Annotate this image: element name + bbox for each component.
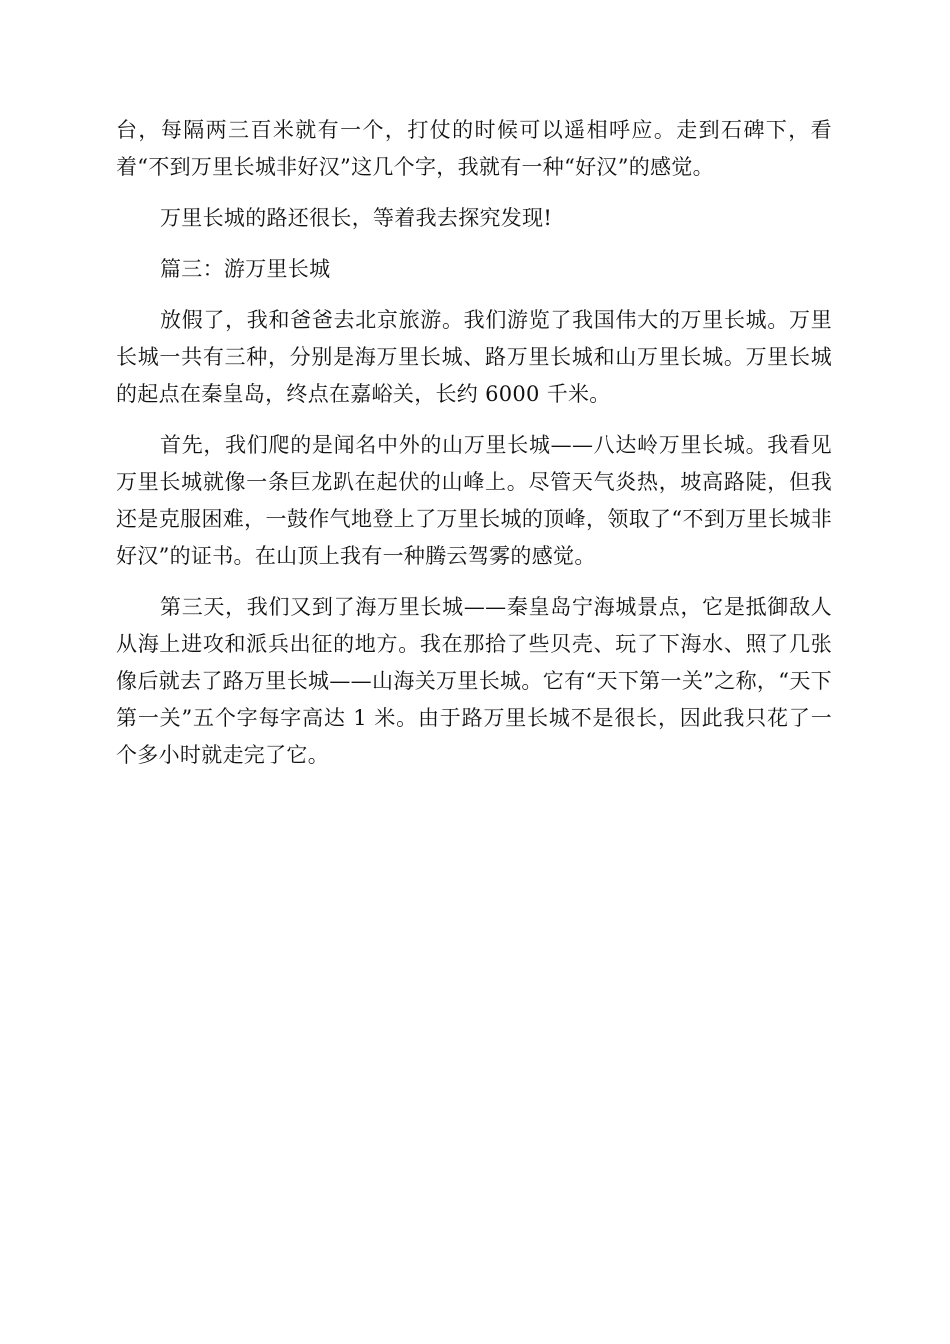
paragraph-closing-line: 万里长城的路还很长，等着我去探究发现! bbox=[160, 206, 553, 230]
paragraph-continued: 台，每隔两三百米就有一个，打仗的时候可以遥相呼应。走到石碑下，看着“不到万里长城非好汉”这几个字，我就有一种“好汉”的感觉。 bbox=[116, 118, 832, 179]
paragraph-day-three: 第三天，我们又到了海万里长城——秦皇岛宁海城景点，它是抵御敌人从海上进攻和派兵出征的地方。我在那拾了些贝壳、玩了下海水、照了几张像后就去了路万里长城——山海关万里长城。它有“天下第一关”之称，“天下第一关”五个字每字高达 1 米。由于路万里长城不是很长，因此我只花了一个多小时就走完了它。 bbox=[116, 595, 832, 767]
section-heading: 篇三：游万里长城 bbox=[160, 257, 331, 281]
document-body bbox=[116, 112, 832, 788]
paragraph-intro: 放假了，我和爸爸去北京旅游。我们游览了我国伟大的万里长城。万里长城一共有三种，分别是海万里长城、路万里长城和山万里长城。万里长城的起点在秦皇岛，终点在嘉峪关，长约 6000 千米。 bbox=[116, 308, 832, 406]
paragraph-badaling: 首先，我们爬的是闻名中外的山万里长城——八达岭万里长城。我看见万里长城就像一条巨龙趴在起伏的山峰上。尽管天气炎热，坡高路陡，但我还是克服困难，一鼓作气地登上了万里长城的顶峰，领取了“不到万里长城非好汉”的证书。在山顶上我有一种腾云驾雾的感觉。 bbox=[116, 433, 832, 568]
